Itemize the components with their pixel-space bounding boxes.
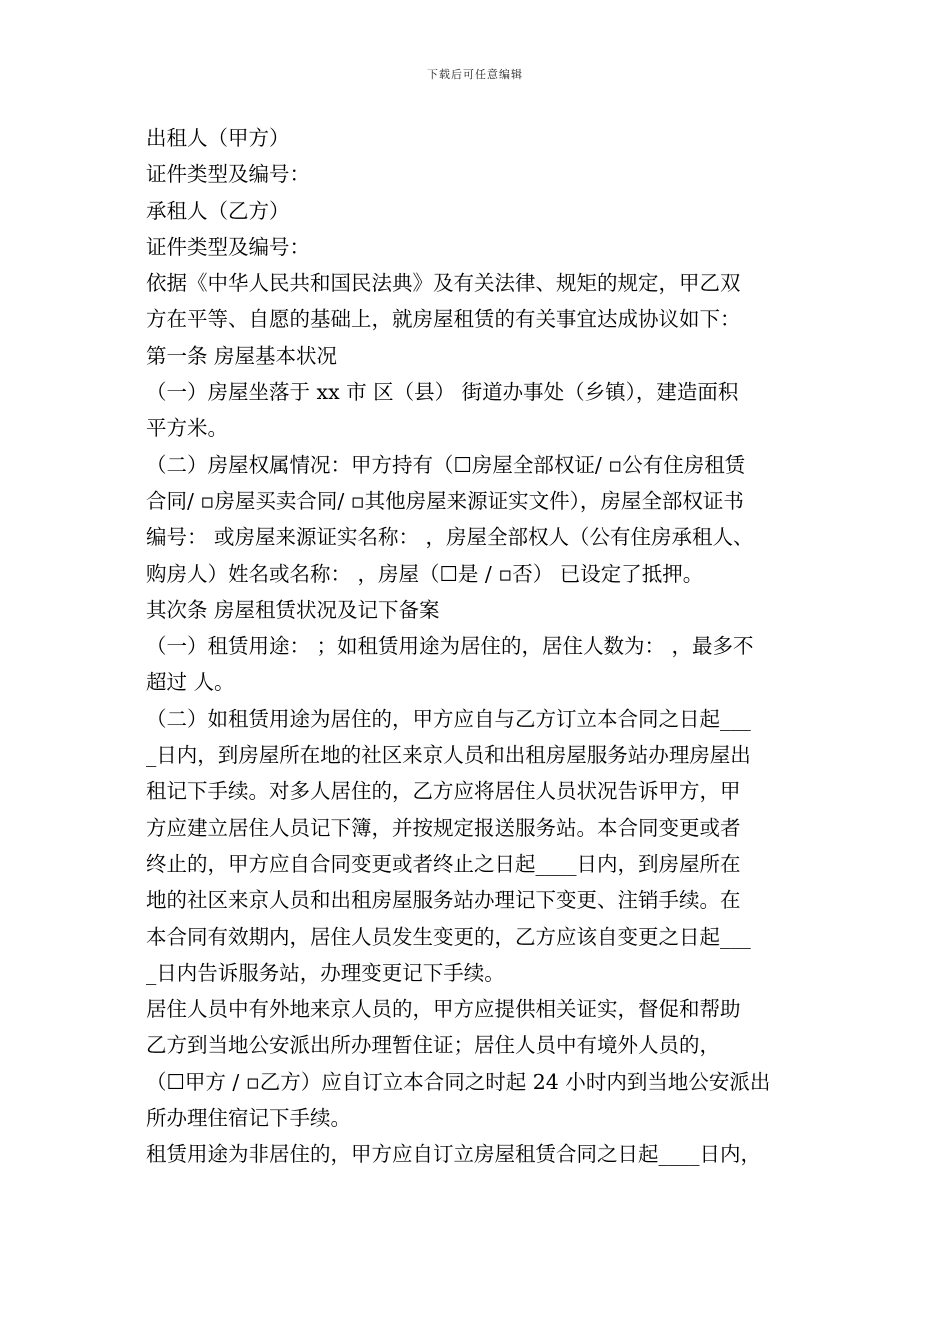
text-line: 租记下手续。对多人居住的，乙方应将居住人员状况告诉甲方，甲 <box>146 779 741 804</box>
text-line: 承租人（乙方） <box>146 198 290 223</box>
document-body <box>146 120 810 1173</box>
text-line: （二）房屋权属情况：甲方持有（☐房屋全部权证/ ▫公有住房租赁 <box>146 452 746 477</box>
text-line: 租赁用途为非居住的，甲方应自订立房屋租赁合同之日起____日内， <box>146 1142 761 1167</box>
text-line: 超过 人。 <box>146 670 235 695</box>
page-header: 下载后可任意编辑 <box>427 68 523 81</box>
text-line: 地的社区来京人员和出租房屋服务站办理记下变更、注销手续。在 <box>146 888 741 913</box>
text-line: _日内，到房屋所在地的社区来京人员和出租房屋服务站办理房屋出 <box>146 743 751 768</box>
section-heading: 第一条 房屋基本状况 <box>146 343 338 368</box>
text-line: 居住人员中有外地来京人员的，甲方应提供相关证实，督促和帮助 <box>146 997 741 1022</box>
text-line: 平方米。 <box>146 416 228 441</box>
text-line: 方应建立居住人员记下簿，并按规定报送服务站。本合同变更或者 <box>146 815 741 840</box>
text-line: _日内告诉服务站，办理变更记下手续。 <box>146 960 505 985</box>
text-line: 购房人）姓名或名称： ，房屋（☐是 / ▫否） 已设定了抵押。 <box>146 561 704 586</box>
text-line: 证件类型及编号： <box>146 234 310 259</box>
section-heading: 其次条 房屋租赁状况及记下备案 <box>146 597 440 622</box>
text-line: 依据《中华人民共和国民法典》及有关法律、规矩的规定，甲乙双 <box>146 271 741 296</box>
text-line: 本合同有效期内，居住人员发生变更的，乙方应该自变更之日起___ <box>146 924 751 949</box>
text-line: 乙方到当地公安派出所办理暂住证；居住人员中有境外人员的， <box>146 1033 720 1058</box>
text-line: 合同/ ▫房屋买卖合同/ ▫其他房屋来源证实文件），房屋全部权证书 <box>146 488 744 513</box>
text-line: 方在平等、自愿的基础上，就房屋租赁的有关事宜达成协议如下： <box>146 307 741 332</box>
text-line: 编号： 或房屋来源证实名称： ，房屋全部权人（公有住房承租人、 <box>146 525 754 550</box>
text-line: （一）房屋坐落于 xx 市 区（县） 街道办事处（乡镇），建造面积 <box>146 380 739 405</box>
text-line: 出租人（甲方） <box>146 126 290 150</box>
text-line: 证件类型及编号： <box>146 162 310 187</box>
text-line: （☐甲方 / ▫乙方）应自订立本合同之时起 24 小时内到当地公安派出 <box>146 1069 771 1094</box>
text-line: （二）如租赁用途为居住的，甲方应自与乙方订立本合同之日起___ <box>146 706 751 731</box>
text-line: （一）租赁用途： ；如租赁用途为居住的，居住人数为： ，最多不 <box>146 634 754 659</box>
text-line: 终止的，甲方应自合同变更或者终止之日起____日内，到房屋所在 <box>146 851 741 876</box>
text-line: 所办理住宿记下手续。 <box>146 1106 351 1131</box>
